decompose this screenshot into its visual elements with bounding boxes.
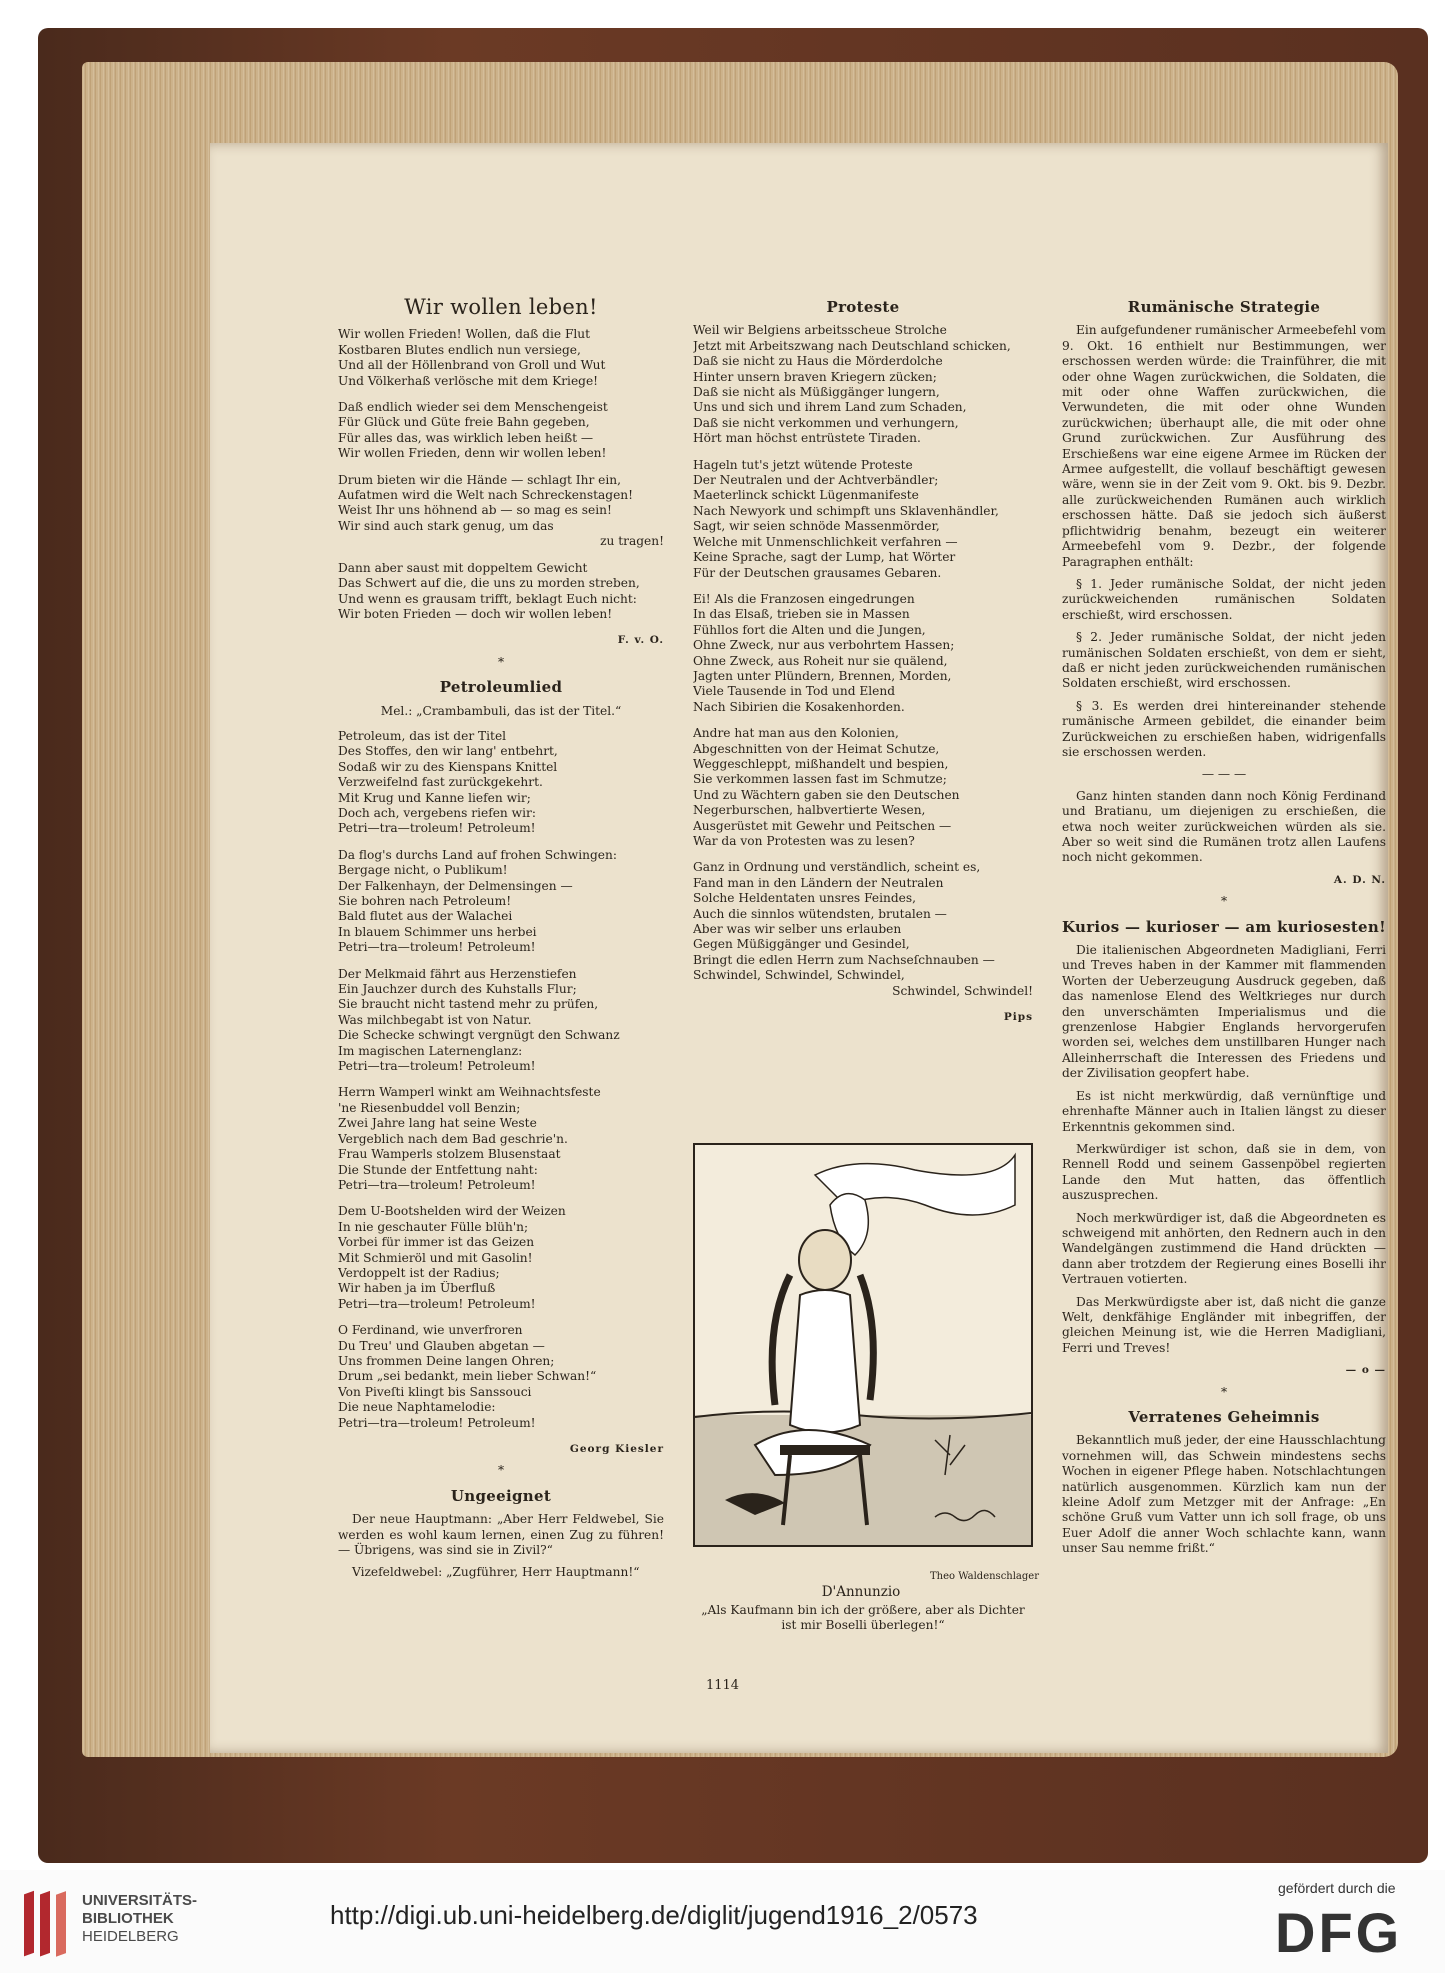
verse-line: Sagt, wir seien schnöde Massenmörder, <box>693 519 940 534</box>
verse-line: Bringt die edlen Herrn zum Nachseſchnauben — <box>693 952 995 967</box>
section-divider: — — — <box>1201 767 1247 782</box>
article-paragraph: Ein aufgefundener rumänischer Armeebefehl vom 9. Okt. 16 enthielt nur Bestimmungen, wer erschossen werden würde: die Trainführer, die mit oder ohne Wagen zurückwichen, die Soldaten, die mit oder ohne Waffen zurückwichen, die Verwundeten, die mit oder ohne Wunden zurückwichen; überhaupt alle, die mit oder ohne Grund zurückwichen. Zur Ausführung des Erschießens war eine eigene Armee im Rücken der Armee aufgestellt, die vollauf beschäftigt gewesen wäre, wenn sie in der Zeit vom 9. Okt. bis 9. Dezbr. alle zurückweichenden Rumänen auch wirklich erschossen hätte. Daß sie jedoch sich äußerst pflichtwidrig benahm, bezeugt ein weiterer Armeebefehl vom 9. Dezbr., der folgende Paragraphen enthält: <box>1062 323 1386 569</box>
verse-line: Sodaß wir zu des Kienspans Knittel <box>338 759 558 774</box>
institution-name-line: UNIVERSITÄTS- <box>82 1892 198 1909</box>
stanza <box>338 1323 664 1431</box>
verse-line: Was milchbegabt ist von Natur. <box>338 1012 532 1027</box>
sponsor-label: gefördert durch die <box>1278 1880 1396 1896</box>
verse-line: Dann aber saust mit doppeltem Gewicht <box>338 560 588 575</box>
stanza <box>338 327 664 389</box>
verse-line: Du Treu' und Glauben abgetan — <box>338 1338 545 1353</box>
article-title: Kurios — kurioser — am kuriosesten! <box>1062 917 1386 936</box>
article-paragraph: Noch merkwürdiger ist, daß die Abgeordneten es schweigend mit anhörten, den Rednern auch in den Wandelgängen zustimmend die Hand drückten — dann aber trotzdem der Regierung eines Boselli ihr Vertrauen votierten. <box>1062 1210 1386 1287</box>
anecdote-paragraph: Der neue Hauptmann: „Aber Herr Feldwebel, Sie werden es wohl kaum lernen, einen Zug zu führen! — Übrigens, was sind sie in Zivil?“ <box>338 1512 664 1558</box>
verse-line: Wir boten Frieden — doch wir wollen leben! <box>338 606 613 621</box>
university-library-logo-icon <box>14 1884 74 1958</box>
verse-line: Wir sind auch stark genug, um das <box>338 518 554 533</box>
verse-line: Frau Wamperls stolzem Blusenstaat <box>338 1147 561 1162</box>
verse-line: Andre hat man aus den Kolonien, <box>693 726 899 741</box>
verse-line: War da von Protesten was zu lesen? <box>693 834 915 848</box>
verse-line: Uns und sich und ihrem Land zum Schaden, <box>693 400 967 415</box>
verse-line: Das Schwert auf die, die uns zu morden streben, <box>338 576 640 591</box>
verse-line: Und zu Wächtern gaben sie den Deutschen <box>693 787 960 802</box>
verse-line: Gegen Müßiggänger und Gesindel, <box>693 937 910 952</box>
verse-line: Mit Krug und Kanne liefen wir; <box>338 790 531 805</box>
verse-line: Ganz in Ordnung und verständlich, scheint es, <box>693 860 981 875</box>
verse-line: Schwindel, Schwindel! <box>892 983 1033 998</box>
verse-line: Negerburschen, halbvertierte Wesen, <box>693 803 926 818</box>
article-paragraph: § 2. Jeder rumänische Soldat, der nicht jeden rumänischen Soldaten erschießt, von dem er sieht, daß er nicht jeden zurückweichenden rumänischen Soldaten erschießt, wird erschossen. <box>1062 630 1386 691</box>
verse-line: Dem U-Bootshelden wird der Weizen <box>338 1204 566 1219</box>
melody-note: Mel.: „Crambambuli, das ist der Titel.“ <box>380 703 622 718</box>
verse-line: Petroleum, das ist der Titel <box>338 728 507 743</box>
verse-line: Jetzt mit Arbeitszwang nach Deutschland schicken, <box>693 338 1011 353</box>
verse-line: Wir haben ja im Überfluß <box>338 1281 496 1296</box>
verse-line: Die neue Naphtamelodie: <box>338 1400 496 1415</box>
verse-line: Fühllos fort die Alten und die Jungen, <box>693 622 926 637</box>
author-signature: Georg Kiesler <box>569 1443 664 1455</box>
verse-line: Aufatmen wird die Welt nach Schreckenstagen! <box>338 488 634 503</box>
verse-line: O Ferdinand, wie unverfroren <box>338 1323 523 1338</box>
footer-bar <box>0 1870 1445 1973</box>
verse-line: Hageln tut's jetzt wütende Proteste <box>693 457 913 472</box>
verse-line: Der Melkmaid fährt aus Herzenstiefen <box>338 966 577 981</box>
verse-line: Schwindel, Schwindel, Schwindel, <box>693 968 905 983</box>
verse-line: Aber was wir selber uns erlauben <box>693 922 902 937</box>
article-paragraph: Das Merkwürdigste aber ist, daß nicht die ganze Welt, denkfähige Engländer mit inbegriffen, der gleichen Meinung ist, wie die Herren Madigliani, Ferri und Treves! <box>1062 1294 1386 1355</box>
verse-line: Wir wollen Frieden! Wollen, daß die Flut <box>338 327 591 342</box>
article-paragraph: Merkwürdiger ist schon, daß sie in dem, von Rennell Rodd und seinem Gassenpöbel regierten Lande den Mut hatten, das öffentlich auszusprechen. <box>1062 1141 1386 1203</box>
verse-line: Sie braucht nicht tastend mehr zu prüfen, <box>338 997 599 1012</box>
verse-line: Daß sie nicht verkommen und verhungern, <box>693 415 959 430</box>
verse-line: Ohne Zweck, nur aus verbohrtem Hassen; <box>693 638 955 653</box>
verse-line: Und all der Höllenbrand von Groll und Wut <box>338 358 606 373</box>
anecdote-title: Ungeeignet <box>450 1486 552 1505</box>
verse-line: Petri—tra—troleum! Petroleum! <box>338 821 536 836</box>
illustration-title: D'Annunzio <box>821 1584 901 1600</box>
verse-line: Ein Jauchzer durch des Kuhstalls Flur; <box>338 982 577 997</box>
poem-body <box>338 729 664 1431</box>
verse-line: Sie verkommen lassen fast im Schmutze; <box>693 772 947 787</box>
article-paragraph: Bekanntlich muß jeder, der eine Hausschlachtung vornehmen will, das Schwein mindestens sechs Wochen in eigener Pflege haben. Notschlachtungen natürlich ausgenommen. Kürzlich kam nun der kleine Adolf zum Metzger mit der Anfrage: „En schöne Gruß vum Vatter unn ich soll frage, ob uns Euer Adolf die anner Woch schlachte kann, wann unser Sau nemme frißt.“ <box>1062 1433 1386 1556</box>
verse-line: Petri—tra—troleum! Petroleum! <box>338 1177 536 1192</box>
verse-line: Doch ach, vergebens riefen wir: <box>338 805 536 820</box>
verse-line: Daß sie nicht zu Haus die Mörderdolche <box>693 354 943 369</box>
verse-line: Hinter unsern braven Kriegern zücken; <box>693 369 937 384</box>
verse-line: Uns frommen Deine langen Ohren; <box>338 1353 555 1368</box>
verse-line: Weist Ihr uns höhnend ab — so mag es sein! <box>338 503 612 518</box>
section-separator: * <box>497 654 505 669</box>
section-separator: * <box>1220 894 1228 909</box>
caricature-illustration <box>693 1143 1033 1547</box>
verse-line: Petri—tra—troleum! Petroleum! <box>338 1296 536 1311</box>
author-signature: A. D. N. <box>1333 873 1386 886</box>
institution-name-line: HEIDELBERG <box>82 1928 179 1945</box>
verse-line: Petri—tra—troleum! Petroleum! <box>338 940 536 955</box>
article-paragraph: Es ist nicht merkwürdig, daß vernünftige und ehrenhafte Männer auch in Italien längst zu dieser Erkenntnis gekommen sind. <box>1062 1088 1386 1134</box>
stanza <box>693 726 1033 849</box>
verse-line: Bald flutet aus der Walachei <box>338 909 513 924</box>
illustration-drawing <box>695 1145 1031 1545</box>
article-paragraph: § 3. Es werden drei hintereinander stehende rumänische Armeen gebildet, die einander beim Zurückweichen zu erschießen haben, widrigenfalls sie erschossen werden. <box>1062 698 1386 759</box>
verse-line: Daß endlich wieder sei dem Menschengeist <box>338 400 608 415</box>
verse-line: Im magischen Laternenglanz: <box>338 1043 523 1058</box>
verse-line: Ausgerüstet mit Gewehr und Peitschen — <box>693 818 952 833</box>
stanza <box>338 967 664 1075</box>
verse-line: Keine Sprache, sagt der Lump, hat Wörter <box>693 550 956 565</box>
article-paragraph: § 1. Jeder rumänische Soldat, der nicht jeden zurückweichenden rumänischen Soldaten erschießt, wird erschossen. <box>1062 576 1386 622</box>
illustrator-credit: Theo Waldenschlager <box>930 1571 1039 1582</box>
page-number: 1114 <box>705 1678 740 1693</box>
verse-line: Kostbaren Blutes endlich nun versiege, <box>338 342 581 357</box>
article-paragraph: Ganz hinten standen dann noch König Ferdinand und Bratianu, um diejenigen zu erschießen, die etwa noch weiter zurückweichen würden als sie. Aber so weit sind die Rumänen trotz allen Laufens noch nicht gekommen. <box>1062 788 1386 865</box>
verse-line: Drum bieten wir die Hände — schlagt Ihr ein, <box>338 472 621 487</box>
verse-line: Für alles das, was wirklich leben heißt — <box>338 430 594 445</box>
article-title: Rumänische Strategie <box>1127 298 1321 316</box>
verse-line: Die Schecke schwingt vergnügt den Schwanz <box>338 1028 620 1043</box>
verse-line: 'ne Riesenbuddel voll Benzin; <box>338 1100 521 1115</box>
dfg-logo: DFG <box>1275 1901 1403 1964</box>
verse-line: Auch die sinnlos wütendsten, brutalen — <box>693 906 947 921</box>
verse-line: Die Stunde der Entfettung naht: <box>338 1162 538 1177</box>
verse-line: Mit Schmieröl und mit Gasolin! <box>338 1250 533 1265</box>
verse-line: Nach Sibirien die Kosakenhorden. <box>693 699 905 714</box>
stanza <box>338 473 664 550</box>
author-signature: F. v. O. <box>617 634 664 647</box>
verse-line: Der Neutralen und der Achtverbändler; <box>693 473 939 488</box>
stanza <box>338 729 664 837</box>
verse-line: Abgeschnitten von der Heimat Schutze, <box>693 741 940 756</box>
verse-line: In das Elsaß, trieben sie in Massen <box>693 607 910 622</box>
verse-line: Ohne Zweck, aus Roheit nur sie quälend, <box>693 653 948 668</box>
verse-line: Solche Heldentaten unsres Feindes, <box>693 891 916 906</box>
source-url-link[interactable]: http://digi.ub.uni-heidelberg.de/diglit/jugend1916_2/0573 <box>330 1900 978 1930</box>
section-separator: * <box>1220 1384 1228 1399</box>
verse-line: Viele Tausende in Tod und Elend <box>693 684 896 699</box>
verse-line: Welche mit Unmenschlichkeit verfahren — <box>693 534 958 549</box>
anecdote-paragraph: Vizefeldwebel: „Zugführer, Herr Hauptmann!“ <box>352 1565 640 1580</box>
verse-line: zu tragen! <box>600 534 664 549</box>
verse-line: Vorbei für immer ist das Geizen <box>338 1235 535 1250</box>
poem-title: Petroleumlied <box>439 678 563 697</box>
article-paragraph: Die italienischen Abgeordneten Madigliani, Ferri und Treves haben in der Kammer mit flammenden Worten der Ueberzeugung Ausdruck gegeben, daß das namenlose Elend des Weltkrieges nur durch den unverschämten Imperialismus und die grenzenlose Habgier Englands hervorgerufen worden sei, welches dem unstillbaren Hunger nach Alleinherrschaft die Interessen des Friedens und der Zivilisation geopfert habe. <box>1062 943 1386 1081</box>
poem-body <box>693 323 1033 999</box>
verse-line: Fand man in den Ländern der Neutralen <box>693 875 944 890</box>
verse-line: Und Völkerhaß verlösche mit dem Kriege! <box>338 373 599 388</box>
verse-line: Sie bohren nach Petroleum! <box>338 894 512 908</box>
stanza <box>338 1085 664 1193</box>
verse-line: Verdoppelt ist der Radius; <box>338 1265 500 1280</box>
poem-body <box>338 327 664 622</box>
stanza <box>693 323 1033 446</box>
stanza <box>338 561 664 623</box>
verse-line: Petri—tra—troleum! Petroleum! <box>338 1415 536 1430</box>
verse-line: Herrn Wamperl winkt am Weihnachtsfeste <box>338 1085 601 1100</box>
stanza <box>693 860 1033 999</box>
verse-line: Petri—tra—troleum! Petroleum! <box>338 1059 536 1074</box>
poem-title: Proteste <box>826 298 900 316</box>
institution-name-line: BIBLIOTHEK <box>82 1910 174 1927</box>
verse-line: Für der Deutschen grausames Gebaren. <box>693 565 942 580</box>
verse-line: Und wenn es grausam trifft, beklagt Euch nicht: <box>338 591 637 606</box>
section-separator: * <box>497 1463 505 1478</box>
verse-line: Hört man höchst entrüstete Tiraden. <box>693 431 921 446</box>
verse-line: Des Stoffes, den wir lang' entbehrt, <box>338 744 558 759</box>
institution-name <box>82 1892 197 1946</box>
verse-line: In blauem Schimmer uns herbei <box>338 924 537 939</box>
verse-line: Wir wollen Frieden, denn wir wollen leben! <box>338 446 607 461</box>
poem-title: Wir wollen leben! <box>404 295 598 319</box>
verse-line: Von Piveſti klingt bis Sanssouci <box>338 1384 532 1399</box>
verse-line: Da flog's durchs Land auf frohen Schwingen: <box>338 847 617 862</box>
verse-line: Drum „sei bedankt, mein lieber Schwan!“ <box>338 1369 597 1384</box>
verse-line: Verzweifelnd fast zurückgekehrt. <box>338 775 543 790</box>
verse-line: Vergeblich nach dem Bad geschrie'n. <box>338 1131 568 1146</box>
verse-line: Für Glück und Güte freie Bahn gegeben, <box>338 415 590 430</box>
author-signature: Pips <box>1003 1011 1033 1024</box>
article-title: Verratenes Geheimnis <box>1128 1408 1320 1426</box>
stanza <box>693 592 1033 715</box>
stanza <box>338 400 664 462</box>
column-left <box>338 295 664 1588</box>
verse-line: Der Falkenhayn, der Delmensingen — <box>338 878 573 893</box>
verse-line: Bergage nicht, o Publikum! <box>338 863 508 878</box>
verse-line: In nie geschauter Fülle blüh'n; <box>338 1219 529 1234</box>
stanza <box>693 458 1033 581</box>
verse-line: Daß sie nicht als Müßiggänger lungern, <box>693 385 940 400</box>
column-middle <box>693 300 1033 1031</box>
stanza <box>338 848 664 956</box>
verse-line: Zwei Jahre lang hat seine Weste <box>338 1116 537 1131</box>
stanza <box>338 1204 664 1312</box>
illustration-caption: „Als Kaufmann bin ich der größere, aber als Dichter ist mir Boselli überlegen!“ <box>701 1603 1025 1633</box>
verse-line: Weil wir Belgiens arbeitsscheue Strolche <box>693 323 947 338</box>
verse-line: Maeterlinck schickt Lügenmanifeste <box>693 488 919 503</box>
verse-line: Nach Newyork und schimpft uns Sklavenhändler, <box>693 503 999 518</box>
author-signature: — o — <box>1345 1364 1386 1377</box>
verse-line: Weggeschleppt, mißhandelt und bespien, <box>693 756 949 771</box>
verse-line: Jagten unter Plündern, Brennen, Morden, <box>693 668 952 683</box>
column-right <box>1062 300 1386 1564</box>
verse-line: Ei! Als die Franzosen eingedrungen <box>693 591 915 606</box>
